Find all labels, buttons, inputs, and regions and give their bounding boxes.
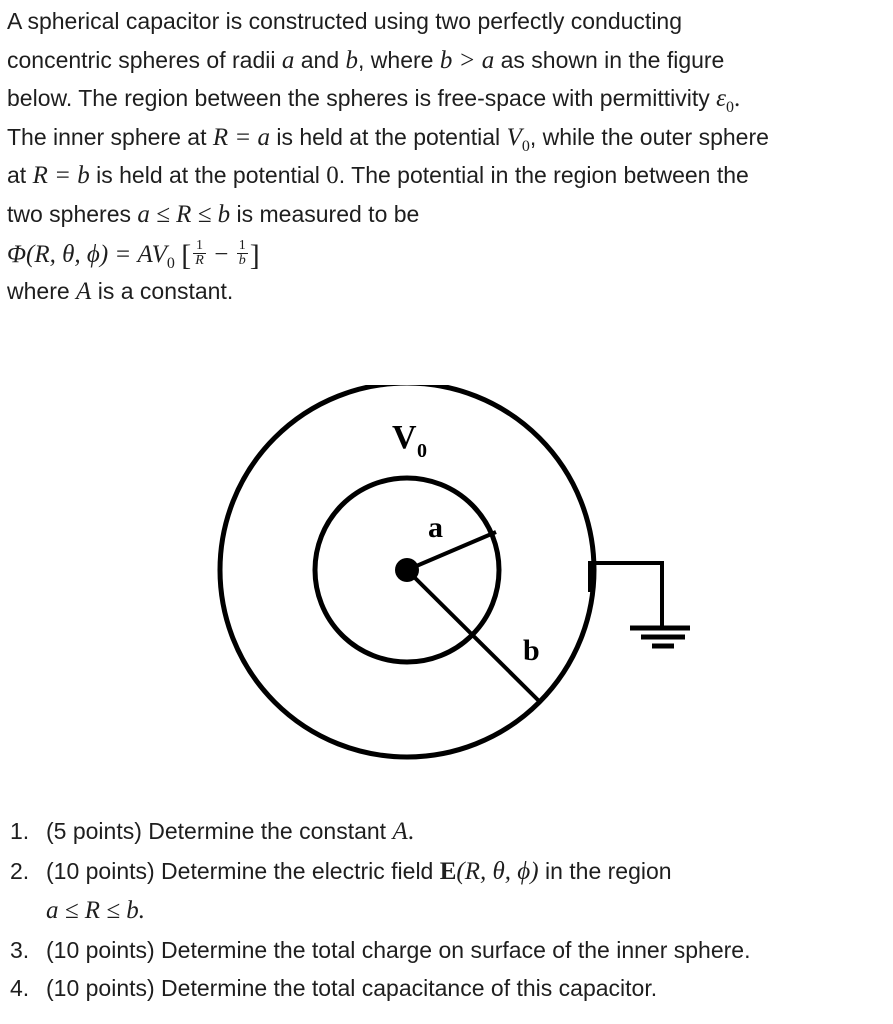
ground-wire — [590, 563, 662, 627]
numerator: 1 — [238, 237, 246, 253]
fraction-1-over-b — [237, 239, 248, 268]
text: is measured to be — [236, 200, 420, 227]
math-subscript: 0 — [166, 254, 175, 272]
math-b: b — [345, 46, 359, 74]
math-phi-lhs: Φ(R, θ, ϕ) = AV — [7, 240, 167, 268]
text: . — [407, 818, 414, 845]
math-zero: 0 — [326, 162, 339, 190]
statement-line-4 — [7, 118, 887, 157]
radius-b-line — [407, 570, 541, 703]
label-b: b — [523, 634, 540, 667]
text: A spherical capacitor is constructed using two perfectly conducting — [7, 8, 683, 34]
question-number: 1. — [10, 818, 30, 844]
text: . The potential in the region between the — [338, 162, 749, 189]
text: at — [7, 162, 33, 189]
math-args: (R, θ, ϕ) — [456, 857, 539, 885]
question-number: 2. — [10, 857, 30, 884]
question-1 — [10, 812, 750, 852]
math-A: A — [76, 278, 92, 306]
radius-a-line — [407, 532, 496, 570]
statement-line-5 — [7, 156, 887, 195]
math-A: A — [392, 818, 408, 845]
denominator: b — [238, 252, 246, 268]
question-text: (10 points) Determine the electric field — [46, 857, 440, 884]
minus-sign: − — [214, 240, 229, 268]
text: The inner sphere at — [7, 123, 213, 150]
label-V-subscript: 0 — [417, 440, 427, 462]
math-range: a ≤ R ≤ b. — [46, 897, 145, 925]
math-subscript: 0 — [521, 137, 530, 155]
text: is held at the potential — [270, 123, 507, 150]
question-text: in the region — [538, 857, 672, 884]
text: is held at the potential — [89, 162, 327, 189]
text: below. The region between the spheres is free-space with permittivity — [7, 85, 717, 112]
question-number: 4. — [10, 975, 30, 1002]
text: two spheres — [7, 200, 138, 227]
problem-statement — [7, 2, 887, 311]
math-epsilon: ε — [716, 85, 726, 113]
bracket-left: [ — [181, 238, 192, 272]
question-3 — [10, 931, 750, 970]
bracket-right: ] — [249, 238, 260, 272]
question-2 — [10, 852, 750, 892]
label-a: a — [428, 511, 443, 544]
question-text: (10 points) Determine the total charge on surface of the inner sphere. — [46, 936, 751, 963]
statement-line-8 — [7, 272, 887, 311]
statement-line-2 — [7, 41, 887, 80]
math-inequality: b > a — [439, 46, 495, 74]
numerator: 1 — [193, 239, 206, 254]
spherical-capacitor-figure — [210, 385, 690, 785]
statement-line-3 — [7, 79, 887, 118]
math-a: a — [281, 46, 295, 74]
text: , while the outer sphere — [529, 123, 769, 150]
math-R-equals-b: R = b — [32, 162, 90, 190]
text: concentric spheres of radii — [7, 46, 282, 73]
text: is a constant. — [91, 278, 234, 305]
text: as shown in the figure — [494, 46, 725, 73]
question-text: (5 points) Determine the constant — [46, 818, 393, 844]
text: . — [733, 85, 741, 113]
question-4 — [10, 969, 750, 1008]
statement-line-6 — [7, 195, 887, 234]
math-V: V — [506, 123, 522, 151]
question-number: 3. — [10, 936, 30, 963]
potential-equation — [7, 234, 887, 273]
denominator: R — [195, 252, 204, 268]
fraction-1-over-R — [193, 239, 206, 268]
question-2-continued — [10, 891, 750, 931]
statement-line-1 — [7, 2, 887, 41]
math-range: a ≤ R ≤ b — [137, 200, 231, 228]
text: and — [294, 46, 346, 73]
math-R-equals-a: R = a — [212, 123, 270, 151]
math-E: E — [439, 857, 457, 885]
math-subscript: 0 — [725, 99, 734, 117]
text: where — [7, 278, 77, 305]
question-text: (10 points) Determine the total capacitance of this capacitor. — [46, 975, 658, 1002]
label-V: V — [392, 419, 417, 456]
text: , where — [358, 46, 440, 73]
question-list — [10, 812, 750, 1008]
